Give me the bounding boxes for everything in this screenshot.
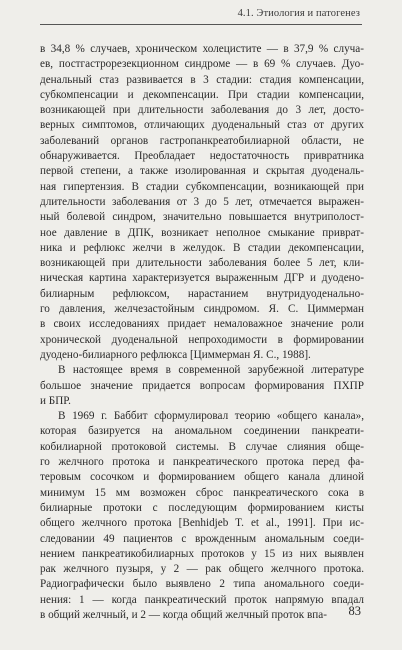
- text-line: В 1969 г. Баббит сформулировал теорию «общего канала»,: [58, 410, 364, 423]
- header-rule: [40, 24, 362, 25]
- text-line: ев, постгастрорезекционном синдроме — в 69 % случаев. Дуо-: [40, 58, 364, 71]
- text-line: теровым сосочком и формированием общего канала длиной: [40, 471, 364, 484]
- text-line: нением панкреатикобилиарных протоков у 15 из них выявлен: [40, 547, 364, 560]
- text-line: дуодено-билиарного рефлюкса [Циммерман Я. С., 1988].: [40, 348, 311, 361]
- text-line: и БПР.: [40, 394, 71, 407]
- text-line: первой степени, а также изолированная и скрытая дуоденаль-: [40, 165, 364, 178]
- text-line: длительности заболевания от 3 до 5 лет, отмечается выражен-: [40, 195, 364, 208]
- text-line: Радиографически было выявлено 2 типа аномального соеди-: [40, 578, 364, 591]
- text-line: ника и рефлюкс желчи в желудок. В стадии декомпенсации,: [40, 241, 364, 254]
- text-line: ническая картина характеризуется выраженным ДГР и дуодено-: [40, 272, 364, 285]
- text-line: ный болевой синдром, значительно повышается внутриполост-: [40, 211, 364, 224]
- text-line: билиарным рефлюксом, нарастанием внутридуоденально-: [40, 287, 364, 300]
- text-line: билиарные протоки с последующим формированием кисты: [40, 501, 364, 514]
- body-text: [40, 42, 364, 623]
- text-line: в 34,8 % случаев, хроническом холецистите — в 37,9 % случа-: [40, 43, 364, 55]
- text-line: минимум 15 мм возможен сброс панкреатического сока в: [40, 486, 364, 499]
- text-line: В настоящее время в современной зарубежной литературе: [58, 364, 364, 377]
- text-line: верных симптомов, отличающих дуоденальный стаз от других: [40, 119, 364, 132]
- text-line: возникающей при длительности заболевания более 5 лет, кли-: [40, 257, 364, 270]
- text-line: хронической дуоденальной непроходимости в формировании: [40, 333, 364, 346]
- text-line: заболеваний органов гастропанкреатобилиарной области, не: [40, 134, 364, 147]
- text-line: общего желчного протока [Benhidjeb T. et al., 1991]. При ис-: [40, 517, 364, 530]
- text-line: ная гипертензия. В стадии субкомпенсации, возникающей при: [40, 180, 364, 193]
- text-line: ное давление в ДПК, возникает неполное смыкание приврат-: [40, 226, 364, 239]
- text-line: кобилиарной протоковой системы. В случае слияния обще-: [40, 440, 364, 453]
- page-number: 83: [348, 604, 361, 618]
- text-line: рак желчного пузыря, у 2 — рак общего желчного протока.: [40, 563, 364, 576]
- text-line: в своих исследованиях придает немаловажное значение роли: [40, 318, 364, 331]
- paragraph: [40, 363, 364, 409]
- text-line: возникающей при длительности заболевания до 3 лет, досто-: [40, 104, 364, 117]
- text-line: го желчного протока и панкреатического протока перед фа-: [40, 456, 364, 469]
- text-line: которая базируется на аномальном соединении панкреати-: [40, 425, 364, 438]
- running-head: 4.1. Этиология и патогенез: [237, 8, 360, 19]
- paragraph: [40, 42, 364, 363]
- paragraph: [40, 409, 364, 623]
- text-line: следовании 49 пациентов с врожденным аномальным соеди-: [40, 532, 364, 545]
- text-line: денальный стаз развивается в 3 стадии: стадия компенсации,: [40, 73, 364, 86]
- text-line: го давления, желчезастойным синдромом. Я. С. Циммерман: [40, 303, 364, 316]
- text-line: в общий желчный, и 2 — когда общий желчный проток впа-: [40, 608, 327, 621]
- text-line: большое значение придается вопросам формирования ПХПР: [40, 379, 364, 392]
- text-line: нения: 1 — когда панкреатический проток напрямую впадал: [40, 593, 364, 606]
- text-line: обнаруживается. Преобладает недостаточность привратника: [40, 150, 364, 163]
- text-line: субкомпенсации и декомпенсации. При стадии компенсации,: [40, 88, 364, 101]
